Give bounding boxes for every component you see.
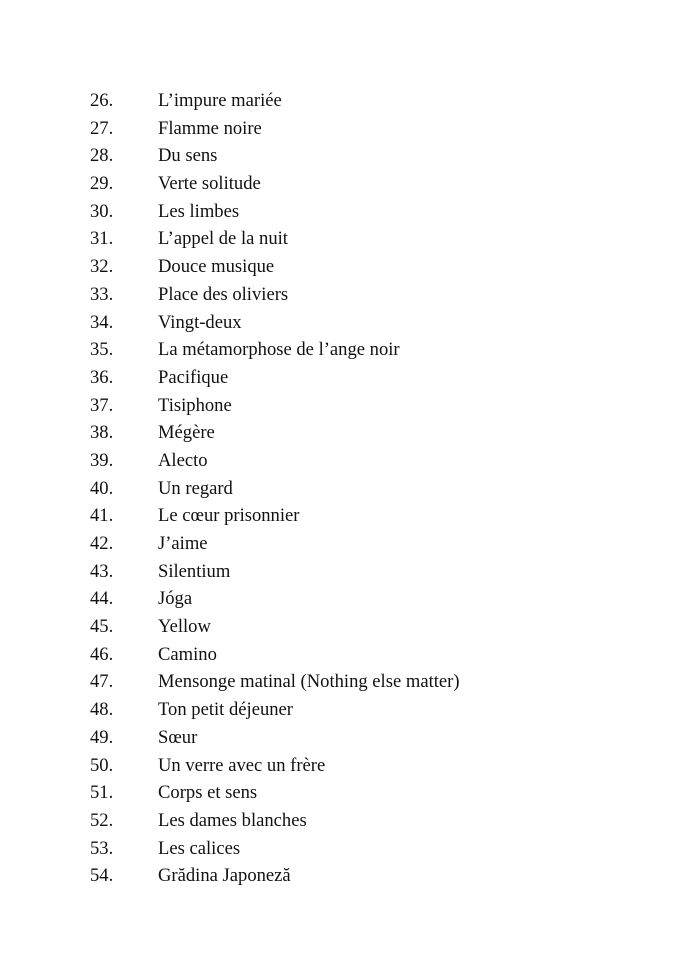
entry-title: Mensonge matinal (Nothing else matter): [158, 671, 460, 693]
entry-number: 31.: [90, 228, 114, 250]
entry-title: J’aime: [158, 533, 208, 554]
entry-title: Place des oliviers: [158, 283, 289, 305]
list-item: [90, 613, 650, 641]
list-item: [90, 142, 650, 170]
entry-title: Silentium: [158, 560, 231, 582]
entry-number: 27.: [90, 117, 114, 139]
list-item: [90, 198, 650, 226]
entry-title: Un regard: [158, 477, 233, 499]
entry-title: Pacifique: [158, 366, 229, 388]
list-item: [90, 807, 650, 835]
list-item: [90, 558, 650, 586]
entry-number: 50.: [90, 754, 114, 776]
list-item: [90, 641, 650, 669]
entry-title: Yellow: [158, 616, 211, 638]
entry-title: L’appel de la nuit: [158, 228, 288, 250]
entry-title: Verte solitude: [158, 173, 261, 195]
entry-number: 51.: [90, 782, 114, 804]
list-item: [90, 225, 650, 253]
list-item: [90, 862, 650, 890]
entry-title: La métamorphose de l’ange noir: [158, 339, 400, 361]
list-item: [90, 281, 650, 309]
list-item: [90, 336, 650, 364]
list-item: [90, 779, 650, 807]
entry-number: 43.: [90, 560, 114, 582]
entry-number: 44.: [90, 588, 114, 610]
entry-number: 28.: [90, 145, 114, 167]
list-item: [90, 530, 650, 558]
entry-title: Ton petit déjeuner: [158, 699, 294, 721]
list-item: [90, 835, 650, 863]
list-item: [90, 724, 650, 752]
entry-number: 40.: [90, 477, 114, 499]
list-item: [90, 87, 650, 115]
entry-number: 49.: [90, 726, 114, 748]
entry-title: Alecto: [158, 449, 208, 471]
toc-list: [90, 87, 650, 890]
entry-title: Vingt-deux: [158, 311, 242, 333]
entry-title: Le cœur prisonnier: [158, 505, 300, 527]
entry-title: Du sens: [158, 145, 218, 167]
entry-number: 36.: [90, 366, 114, 388]
entry-title: Corps et sens: [158, 782, 258, 804]
list-item: [90, 419, 650, 447]
list-item: [90, 585, 650, 613]
entry-title: Flamme noire: [158, 117, 262, 139]
list-item: [90, 115, 650, 143]
list-item: [90, 392, 650, 420]
entry-title: Jóga: [158, 588, 193, 610]
entry-number: 41.: [90, 505, 114, 527]
list-item: [90, 253, 650, 281]
entry-title: Camino: [158, 643, 217, 665]
entry-number: 45.: [90, 616, 114, 638]
entry-number: 34.: [90, 311, 114, 333]
entry-number: 35.: [90, 339, 114, 361]
entry-number: 39.: [90, 449, 114, 471]
entry-number: 53.: [90, 837, 114, 859]
entry-title: Tisiphone: [158, 394, 232, 416]
entry-title: Les limbes: [158, 200, 240, 222]
entry-number: 46.: [90, 643, 114, 665]
entry-number: 26.: [90, 90, 114, 111]
entry-number: 30.: [90, 200, 114, 222]
entry-title: Douce musique: [158, 256, 275, 278]
entry-number: 48.: [90, 699, 114, 721]
entry-title: Un verre avec un frère: [158, 754, 326, 776]
entry-number: 33.: [90, 283, 114, 305]
list-item: [90, 475, 650, 503]
entry-number: 42.: [90, 533, 114, 554]
entry-title: Mégère: [158, 422, 215, 444]
list-item: [90, 752, 650, 780]
entry-title: Sœur: [158, 726, 198, 748]
list-item: [90, 447, 650, 475]
list-item: [90, 668, 650, 696]
entry-number: 32.: [90, 256, 114, 278]
entry-number: 52.: [90, 809, 114, 831]
list-item: [90, 502, 650, 530]
entry-number: 29.: [90, 173, 114, 195]
entry-number: 37.: [90, 394, 114, 416]
entry-title: L’impure mariée: [158, 90, 282, 111]
entry-number: 47.: [90, 671, 114, 693]
entry-number: 54.: [90, 865, 114, 887]
entry-title: Grădina Japoneză: [158, 865, 291, 887]
entry-title: Les dames blanches: [158, 809, 307, 831]
list-item: [90, 170, 650, 198]
entry-number: 38.: [90, 422, 114, 444]
list-item: [90, 364, 650, 392]
entry-title: Les calices: [158, 837, 241, 859]
list-item: [90, 696, 650, 724]
list-item: [90, 309, 650, 337]
